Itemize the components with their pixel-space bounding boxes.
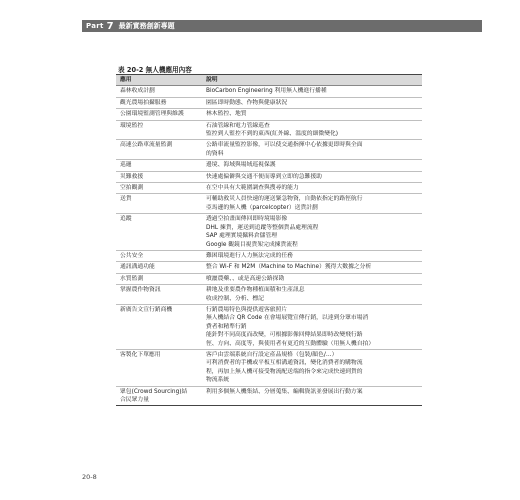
description-cell	[204, 274, 422, 284]
description-cell	[204, 350, 422, 386]
application-text: 巡邏	[120, 162, 132, 169]
description-cell	[204, 387, 422, 406]
column-header-application: 應用	[120, 77, 132, 83]
description-line: 邊境、海域與場域巡視保護	[206, 162, 276, 169]
table-row	[116, 183, 422, 194]
description-line: 耕地及重要農作物種植面積和生產訊息	[206, 287, 305, 294]
application-cell	[116, 350, 204, 386]
table-row	[116, 251, 422, 262]
application-text: 環境監控	[120, 122, 144, 129]
description-line: 整合 Wi-F 和 M2M（Machine to Machine）獲得大數據之分析	[206, 264, 372, 271]
application-cell	[116, 98, 204, 108]
description-line: 難困環境進行人力無法完成的任務	[206, 252, 293, 259]
description-line: 客戶由雲端系統自行設定產品規格（包裝/顏色/…）	[206, 351, 338, 358]
application-text: 追蹤	[120, 216, 132, 223]
table-row	[116, 305, 422, 350]
part-label: Part	[86, 22, 104, 30]
table-row	[116, 214, 422, 251]
column-header-description: 說明	[206, 77, 218, 83]
description-line: 無人機結合 QR Code 在會場展覽宣傳行銷，以達到分眾市場消	[206, 315, 369, 322]
table-row	[116, 86, 422, 97]
table-row	[116, 109, 422, 120]
description-line: 行銷農場特色與提供遊客旅照片	[206, 306, 288, 313]
application-cell	[116, 109, 204, 119]
description-line: 監控到人監控不到的東西(紅外線、溫度的細微變化)	[206, 131, 339, 138]
application-cell	[116, 214, 204, 250]
description-cell	[204, 98, 422, 108]
description-cell	[204, 285, 422, 304]
application-cell	[116, 194, 204, 213]
table-row	[116, 285, 422, 305]
description-cell	[204, 183, 422, 193]
description-cell	[204, 160, 422, 170]
chapter-number: 7	[106, 20, 114, 32]
description-line: DHL 揀貨，運送到追蹤等整個貨品處理流程	[206, 224, 319, 231]
page-number: 20-8	[82, 473, 97, 481]
application-text: 眾包(Crowd Sourcing)結	[120, 388, 188, 395]
description-line: 快速處偏僻與交通不便而導到立即的急難援助	[206, 173, 322, 180]
description-cell	[204, 109, 422, 119]
description-cell	[204, 262, 422, 272]
description-cell	[204, 251, 422, 261]
drone-applications-table	[116, 74, 422, 406]
description-line: 收成控制、分析、標記	[206, 295, 264, 302]
application-cell	[116, 387, 204, 406]
description-line: 林木監控、地質	[206, 111, 247, 118]
application-cell	[116, 274, 204, 284]
table-row	[116, 121, 422, 141]
description-line: 物流系統	[206, 377, 230, 384]
table-row	[116, 140, 422, 160]
application-cell	[116, 251, 204, 261]
chapter-title: 最新實務創新專題	[118, 22, 175, 30]
description-cell	[204, 121, 422, 140]
table-row	[116, 387, 422, 406]
application-text: 送貨	[120, 196, 132, 203]
table-header-row	[116, 75, 422, 86]
description-line: 在空中具有大範圍調查與搜尋的能力	[206, 185, 299, 192]
description-cell	[204, 214, 422, 250]
application-text: 新廣告文宣行銷商機	[120, 306, 173, 313]
application-text: 災難救援	[120, 173, 144, 180]
application-cell	[116, 285, 204, 304]
application-cell	[116, 86, 204, 96]
description-line: SAP 處理實境攝料倉儲管理	[206, 233, 278, 240]
application-cell	[116, 172, 204, 182]
table-row	[116, 160, 422, 171]
application-text: 空拍觀測	[120, 185, 144, 192]
table-caption: 表 20-2 無人機應用內容	[118, 66, 192, 74]
table-row	[116, 194, 422, 214]
description-line: 程，再加上無人機可接受物流配送端的指令來完成快速到貨的	[206, 368, 363, 375]
description-line: 透過空拍畫面傳回即時境場影像	[206, 216, 288, 223]
application-text: 合民眾力量	[120, 397, 149, 403]
chapter-header	[82, 20, 482, 32]
description-cell	[204, 194, 422, 213]
application-text: 公園環境監測管理與維護	[120, 111, 184, 118]
description-cell	[204, 172, 422, 182]
application-cell	[116, 140, 204, 159]
description-line: Google 觀鏡目視貨架完成揀貨流程	[206, 241, 298, 248]
description-cell	[204, 140, 422, 159]
description-line: 亞馬遜的無人機（parcelcopter）送貨計劃	[206, 204, 318, 211]
table-row	[116, 172, 422, 183]
application-text: 水質監測	[120, 275, 144, 282]
application-text: 公共安全	[120, 252, 144, 259]
application-cell	[116, 305, 204, 349]
application-text: 高速公路車流量監測	[120, 142, 173, 149]
application-text: 觀光農場拍攝服務	[120, 99, 167, 106]
description-line: 公路車流量監控影像，可以使交通指揮中心依據更即時與全面	[206, 142, 363, 149]
description-line: 園區即時動態、作物與健康狀況	[206, 99, 288, 106]
description-line: BioCarbon Engineering 利用無人機進行播種	[206, 88, 327, 95]
application-text: 掌握農作物資訊	[120, 287, 161, 294]
table-row	[116, 262, 422, 273]
description-line: 可利消費者的手機或平板互相溝通資訊，變化消費者的購物流	[206, 360, 363, 367]
application-cell	[116, 183, 204, 193]
description-line: 可輔助救災人員快速的運送緊急物資，自動依指定的路徑航行	[206, 196, 363, 203]
description-cell	[204, 305, 422, 349]
description-line: 的資料	[206, 150, 224, 157]
application-cell	[116, 160, 204, 170]
application-text: 通訊溝通功能	[120, 264, 155, 271]
description-line: 能針對不同高度而改變，可根據影像回傳結果即時改變飛行路	[206, 332, 363, 339]
application-text: 客製化下單應用	[120, 351, 161, 358]
description-line: 噴灑農藥、、或是高速公路探勘	[206, 275, 285, 282]
description-line: 徑、方向、高度等，與使用者有更近的互動體驗（用無人機自拍）	[206, 340, 375, 347]
description-line: 石油管線和電力管線巡查	[206, 122, 270, 129]
table-row	[116, 274, 422, 285]
description-cell	[204, 86, 422, 96]
table-body	[116, 86, 422, 405]
table-row	[116, 98, 422, 109]
application-cell	[116, 121, 204, 140]
table-row	[116, 350, 422, 387]
application-text: 森林收成計劃	[120, 88, 155, 95]
description-line: 利用多個無人機集結、分層蒐集、編輯資訊並發展出行動方案	[206, 388, 363, 395]
description-line: 費者和精準行銷	[206, 323, 247, 330]
application-cell	[116, 262, 204, 272]
